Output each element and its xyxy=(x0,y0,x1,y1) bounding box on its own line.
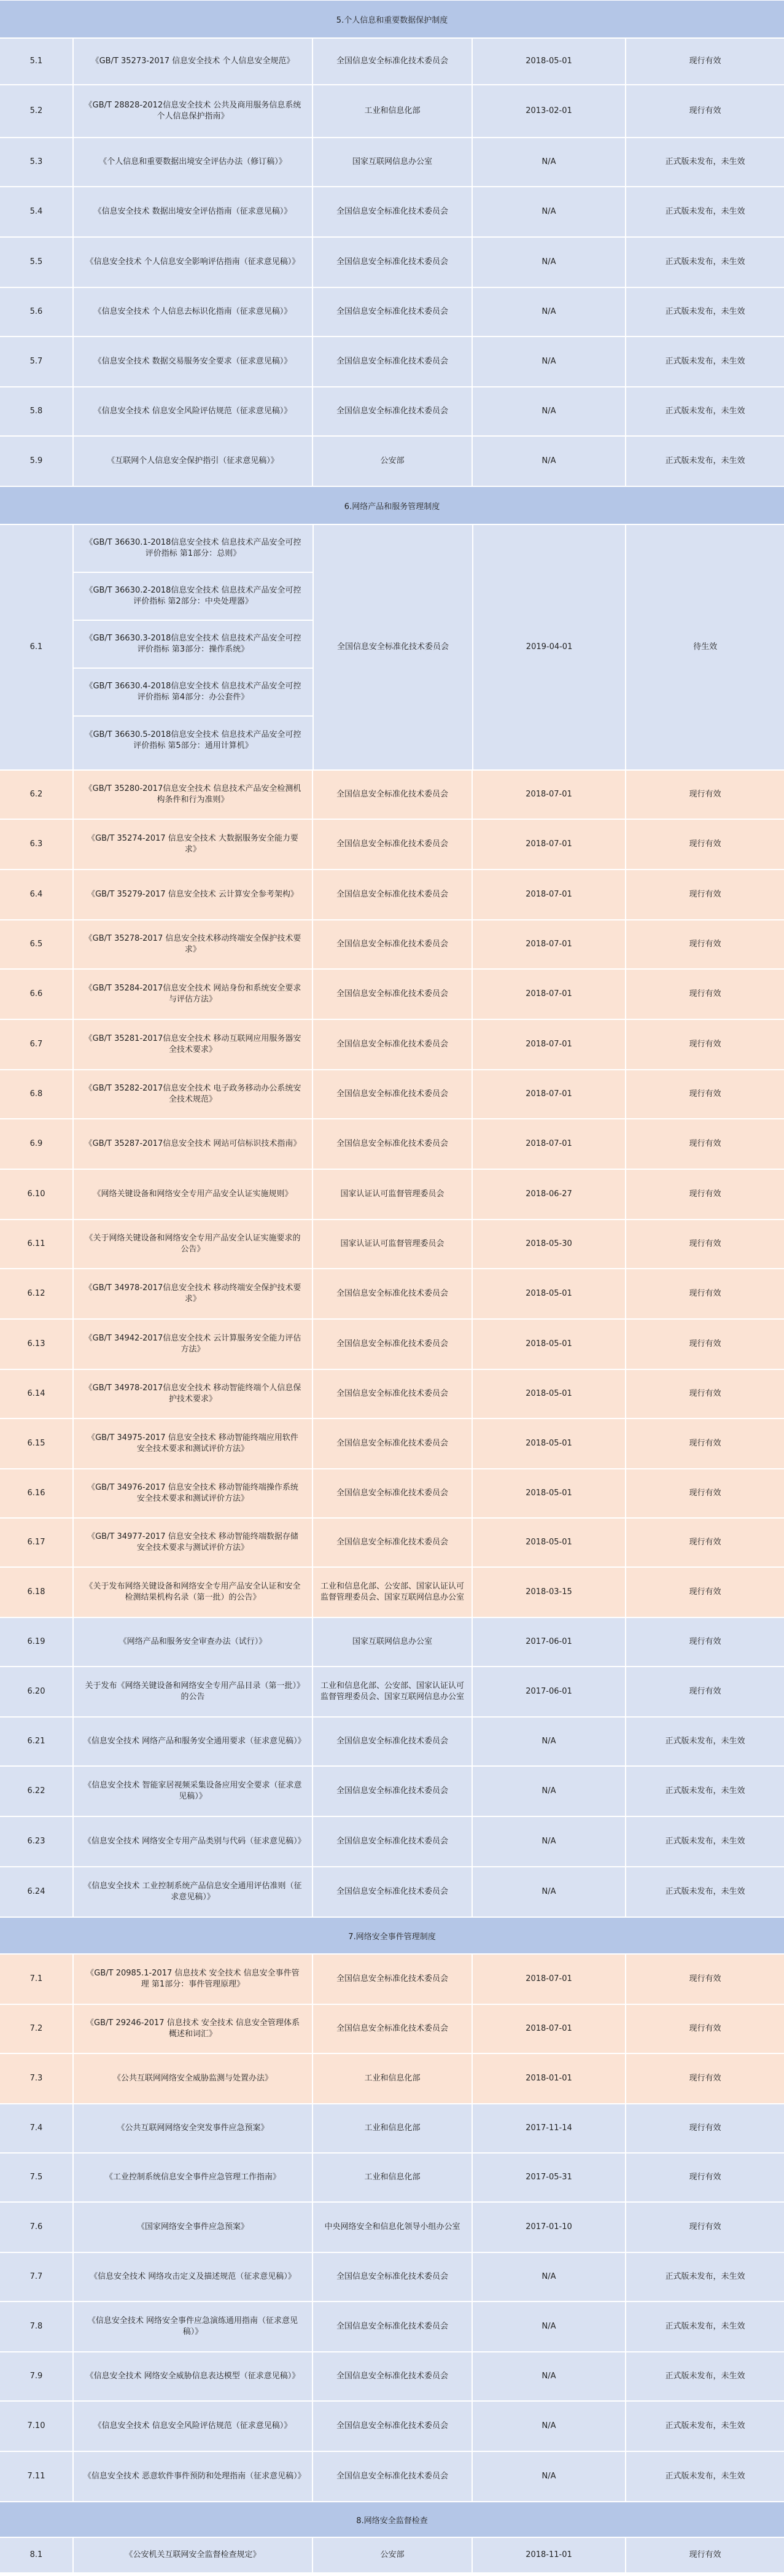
status: 现行有效 xyxy=(689,890,721,899)
issuing-authority: 国家认证认可监督管理委员会 xyxy=(313,1170,473,1219)
table-row xyxy=(0,2253,784,2302)
item-number: 7.11 xyxy=(0,2452,74,2501)
issuing-authority: 全国信息安全标准化技术委员会 xyxy=(314,525,473,769)
status: 现行有效 xyxy=(689,56,721,66)
status: 现行有效 xyxy=(689,1040,721,1049)
issuing-authority: 全国信息安全标准化技术委员会 xyxy=(313,187,473,236)
document-title: 《GB/T 35279-2017 信息安全技术 云计算安全参考架构》 xyxy=(74,870,313,919)
document-title: 《信息安全技术 个人信息安全影响评估指南（征求意见稿）》 xyxy=(74,238,313,287)
effective-date: 2017-05-31 xyxy=(473,2154,626,2201)
table-row xyxy=(0,39,784,85)
issuing-authority: 工业和信息化部、公安部、国家认证认可监督管理委员会、国家互联网信息办公室 xyxy=(313,1568,473,1617)
effective-date: 2018-11-01 xyxy=(473,2538,626,2572)
issuing-authority: 全国信息安全标准化技术委员会 xyxy=(313,2402,473,2451)
issuing-authority: 工业和信息化部、公安部、国家认证认可监督管理委员会、国家互联网信息办公室 xyxy=(313,1667,473,1716)
effective-date: N/A xyxy=(473,187,626,236)
status: 正式版未发布，未生效 xyxy=(665,207,745,216)
issuing-authority: 全国信息安全标准化技术委员会 xyxy=(313,820,473,869)
table-row xyxy=(0,870,784,920)
effective-date: 2017-11-14 xyxy=(473,2104,626,2152)
status: 待生效 xyxy=(693,642,718,652)
effective-date: 2018-07-01 xyxy=(473,820,626,869)
issuing-authority: 全国信息安全标准化技术委员会 xyxy=(313,1519,473,1566)
issuing-authority: 全国信息安全标准化技术委员会 xyxy=(313,1320,473,1369)
document-title: 《GB/T 36630.3-2018信息安全技术 信息技术产品安全可控评价指标 第3部分：操作系统》 xyxy=(74,621,312,669)
item-number: 6.14 xyxy=(0,1370,74,1418)
status: 正式版未发布，未生效 xyxy=(665,357,745,366)
item-number: 6.6 xyxy=(0,970,74,1019)
status: 现行有效 xyxy=(689,1538,721,1547)
effective-date: 2018-05-01 xyxy=(473,39,626,84)
issuing-authority: 全国信息安全标准化技术委员会 xyxy=(313,970,473,1019)
document-title: 《GB/T 34978-2017信息安全技术 移动终端安全保护技术要求》 xyxy=(74,1269,313,1318)
status: 正式版未发布，未生效 xyxy=(665,1887,745,1896)
item-number: 5.3 xyxy=(0,138,74,186)
status: 正式版未发布，未生效 xyxy=(665,2421,745,2430)
status: 正式版未发布，未生效 xyxy=(665,2372,745,2381)
document-title: 《GB/T 36630.4-2018信息安全技术 信息技术产品安全可控评价指标 第4部分：办公套件》 xyxy=(74,669,312,717)
table-row xyxy=(0,1817,784,1867)
status: 现行有效 xyxy=(689,2173,721,2182)
table-row xyxy=(0,387,784,437)
issuing-authority: 全国信息安全标准化技术委员会 xyxy=(313,920,473,968)
status: 现行有效 xyxy=(689,1974,721,1983)
item-number: 6.20 xyxy=(0,1667,74,1716)
table-row xyxy=(0,437,784,487)
status: 现行有效 xyxy=(689,1139,721,1148)
status: 现行有效 xyxy=(689,1687,721,1696)
effective-date: 2018-07-01 xyxy=(473,2005,626,2053)
effective-date: N/A xyxy=(473,238,626,287)
effective-date: 2018-07-01 xyxy=(473,970,626,1019)
document-title: 《GB/T 35278-2017 信息安全技术移动终端安全保护技术要求》 xyxy=(74,920,313,968)
document-title: 《信息安全技术 网络安全专用产品类别与代码（征求意见稿）》 xyxy=(74,1817,313,1866)
effective-date: N/A xyxy=(473,1767,626,1816)
item-number: 7.2 xyxy=(0,2005,74,2053)
section-header: 6.网络产品和服务管理制度 xyxy=(0,487,784,525)
document-title: 《信息安全技术 恶意软件事件预防和处理指南（征求意见稿）》 xyxy=(74,2452,313,2501)
table-row xyxy=(0,238,784,288)
document-title: 《GB/T 36630.2-2018信息安全技术 信息技术产品安全可控评价指标 第2部分：中央处理器》 xyxy=(74,573,312,621)
effective-date: 2013-02-01 xyxy=(473,85,626,137)
issuing-authority: 全国信息安全标准化技术委员会 xyxy=(313,870,473,919)
table-row xyxy=(0,1320,784,1370)
effective-date: 2018-01-01 xyxy=(473,2054,626,2103)
effective-date: N/A xyxy=(473,1817,626,1866)
item-number: 8.1 xyxy=(0,2538,74,2572)
table-row xyxy=(0,2005,784,2054)
document-title: 《信息安全技术 网络产品和服务安全通用要求（征求意见稿）》 xyxy=(74,1718,313,1765)
document-title: 《关于网络关键设备和网络安全专用产品安全认证实施要求的公告》 xyxy=(74,1220,313,1268)
item-number: 5.8 xyxy=(0,387,74,435)
table-row xyxy=(0,2452,784,2502)
status: 现行有效 xyxy=(689,106,721,115)
item-number: 6.12 xyxy=(0,1269,74,1318)
document-title: 《GB/T 36630.1-2018信息安全技术 信息技术产品安全可控评价指标 第1部分：总则》 xyxy=(74,525,312,573)
status: 现行有效 xyxy=(689,1488,721,1498)
effective-date: N/A xyxy=(473,1718,626,1765)
item-number: 6.22 xyxy=(0,1767,74,1816)
effective-date: 2018-05-01 xyxy=(473,1370,626,1418)
status: 现行有效 xyxy=(689,1239,721,1248)
item-number: 5.9 xyxy=(0,437,74,486)
table-row xyxy=(0,2203,784,2253)
document-title: 《信息安全技术 信息安全风险评估规范（征求意见稿）》 xyxy=(74,2402,313,2451)
document-title: 《网络关键设备和网络安全专用产品安全认证实施规则》 xyxy=(74,1170,313,1219)
effective-date: 2017-01-10 xyxy=(473,2203,626,2252)
table-row xyxy=(0,1618,784,1667)
item-number: 6.4 xyxy=(0,870,74,919)
table-row xyxy=(0,970,784,1020)
issuing-authority: 工业和信息化部 xyxy=(313,2154,473,2201)
document-title: 《GB/T 36630.5-2018信息安全技术 信息技术产品安全可控评价指标 第5部分：通用计算机》 xyxy=(85,730,301,750)
document-title: 《信息安全技术 数据出境安全评估指南（征求意见稿）》 xyxy=(74,187,313,236)
issuing-authority: 全国信息安全标准化技术委员会 xyxy=(313,1955,473,2004)
document-title: 《信息安全技术 个人信息去标识化指南（征求意见稿）》 xyxy=(74,288,313,336)
item-number: 6.11 xyxy=(0,1220,74,1268)
table-row xyxy=(0,525,784,771)
status: 正式版未发布，未生效 xyxy=(665,1737,745,1746)
item-number: 5.4 xyxy=(0,187,74,236)
document-title: 《GB/T 34975-2017 信息安全技术 移动智能终端应用软件 安全技术要求和测试评价方法》 xyxy=(74,1419,313,1468)
effective-date: N/A xyxy=(473,437,626,486)
effective-date: 2018-07-01 xyxy=(473,870,626,919)
effective-date: N/A xyxy=(473,2302,626,2351)
effective-date: N/A xyxy=(473,2402,626,2451)
item-number: 7.1 xyxy=(0,1955,74,2004)
table-row xyxy=(0,2104,784,2154)
issuing-authority: 工业和信息化部 xyxy=(313,2054,473,2103)
status: 现行有效 xyxy=(689,1587,721,1597)
document-title: 《公共互联网网络安全威胁监测与处置办法》 xyxy=(74,2054,313,2103)
document-title: 《GB/T 35274-2017 信息安全技术 大数据服务安全能力要求》 xyxy=(74,820,313,869)
issuing-authority: 全国信息安全标准化技术委员会 xyxy=(313,2253,473,2301)
item-number: 5.1 xyxy=(0,39,74,84)
effective-date: N/A xyxy=(473,288,626,336)
status: 现行有效 xyxy=(689,2222,721,2232)
document-title: 《网络产品和服务安全审查办法（试行）》 xyxy=(74,1618,313,1666)
issuing-authority: 全国信息安全标准化技术委员会 xyxy=(313,238,473,287)
issuing-authority: 公安部 xyxy=(313,2538,473,2572)
status: 现行有效 xyxy=(689,1389,721,1398)
item-number: 6.15 xyxy=(0,1419,74,1468)
document-title: 《个人信息和重要数据出境安全评估办法（修订稿）》 xyxy=(74,138,313,186)
effective-date: N/A xyxy=(473,138,626,186)
effective-date: 2018-06-27 xyxy=(473,1170,626,1219)
status: 现行有效 xyxy=(689,1439,721,1448)
item-number: 7.4 xyxy=(0,2104,74,2152)
issuing-authority: 全国信息安全标准化技术委员会 xyxy=(313,39,473,84)
status: 正式版未发布，未生效 xyxy=(665,1786,745,1796)
status: 现行有效 xyxy=(689,1637,721,1646)
item-number: 7.7 xyxy=(0,2253,74,2301)
status: 正式版未发布，未生效 xyxy=(665,2322,745,2331)
item-number: 6.9 xyxy=(0,1119,74,1169)
status: 现行有效 xyxy=(689,1339,721,1348)
effective-date: 2018-05-01 xyxy=(473,1469,626,1517)
item-number: 6.17 xyxy=(0,1519,74,1566)
table-row xyxy=(0,2054,784,2104)
item-number: 6.21 xyxy=(0,1718,74,1765)
document-title: 《公安机关互联网安全监督检查规定》 xyxy=(74,2538,313,2572)
table-row xyxy=(0,820,784,870)
status: 现行有效 xyxy=(689,839,721,849)
document-title: 《GB/T 29246-2017 信息技术 安全技术 信息安全管理体系 概述和词汇》 xyxy=(74,2005,313,2053)
document-title: 《信息安全技术 智能家居视频采集设备应用安全要求（征求意见稿）》 xyxy=(74,1767,313,1816)
document-title: 《GB/T 34976-2017 信息安全技术 移动智能终端操作系统安全技术要求和测试评价方法》 xyxy=(74,1469,313,1517)
table-row xyxy=(0,1020,784,1070)
document-title: 《公共互联网网络安全突发事件应急预案》 xyxy=(74,2104,313,2152)
issuing-authority: 工业和信息化部 xyxy=(313,85,473,137)
table-row xyxy=(0,1767,784,1817)
section-header: 7.网络安全事件管理制度 xyxy=(0,1918,784,1955)
status: 现行有效 xyxy=(689,989,721,998)
status: 正式版未发布，未生效 xyxy=(665,257,745,267)
issuing-authority: 全国信息安全标准化技术委员会 xyxy=(313,1419,473,1468)
item-number: 7.6 xyxy=(0,2203,74,2252)
table-row xyxy=(0,337,784,387)
issuing-authority: 国家互联网信息办公室 xyxy=(313,1618,473,1666)
issuing-authority: 全国信息安全标准化技术委员会 xyxy=(313,1817,473,1866)
effective-date: 2018-05-01 xyxy=(473,1519,626,1566)
effective-date: 2018-03-15 xyxy=(473,1568,626,1617)
item-number: 5.5 xyxy=(0,238,74,287)
document-title: 《国家网络安全事件应急预案》 xyxy=(74,2203,313,2252)
table-row xyxy=(0,1269,784,1320)
document-title: 《工业控制系统信息安全事件应急管理工作指南》 xyxy=(74,2154,313,2201)
item-number: 6.18 xyxy=(0,1568,74,1617)
issuing-authority: 全国信息安全标准化技术委员会 xyxy=(313,2302,473,2351)
effective-date: N/A xyxy=(473,2352,626,2400)
effective-date: 2017-06-01 xyxy=(473,1618,626,1666)
effective-date: 2018-07-01 xyxy=(473,920,626,968)
table-row xyxy=(0,1419,784,1469)
table-row xyxy=(0,2352,784,2402)
item-number: 6.3 xyxy=(0,820,74,869)
section-header: 8.网络安全监督检查 xyxy=(0,2502,784,2538)
item-number: 7.10 xyxy=(0,2402,74,2451)
status: 现行有效 xyxy=(689,2024,721,2033)
effective-date: N/A xyxy=(473,1867,626,1916)
effective-date: N/A xyxy=(473,387,626,435)
document-title: 《GB/T 35273-2017 信息安全技术 个人信息安全规范》 xyxy=(74,39,313,84)
document-title: 《GB/T 35287-2017信息安全技术 网站可信标识技术指南》 xyxy=(74,1119,313,1169)
table-row xyxy=(0,1170,784,1220)
document-title: 关于发布《网络关键设备和网络安全专用产品目录（第一批）》的公告 xyxy=(74,1667,313,1716)
status: 现行有效 xyxy=(689,2123,721,2133)
issuing-authority: 国家认证认可监督管理委员会 xyxy=(313,1220,473,1268)
table-row xyxy=(0,1070,784,1119)
table-row xyxy=(0,85,784,138)
effective-date: N/A xyxy=(473,2452,626,2501)
effective-date: 2018-05-01 xyxy=(473,1269,626,1318)
status: 现行有效 xyxy=(689,1089,721,1099)
effective-date: 2018-05-01 xyxy=(473,1419,626,1468)
table-row xyxy=(0,138,784,187)
item-number: 6.5 xyxy=(0,920,74,968)
document-title: 《GB/T 34942-2017信息安全技术 云计算服务安全能力评估方法》 xyxy=(74,1320,313,1369)
document-title: 《GB/T 28828-2012信息安全技术 公共及商用服务信息系统个人信息保护指南》 xyxy=(74,85,313,137)
status: 现行有效 xyxy=(689,1289,721,1298)
document-title: 《信息安全技术 信息安全风险评估规范（征求意见稿）》 xyxy=(74,387,313,435)
status: 现行有效 xyxy=(689,940,721,949)
item-number: 6.2 xyxy=(0,771,74,819)
status: 正式版未发布，未生效 xyxy=(665,407,745,416)
effective-date: 2017-06-01 xyxy=(473,1667,626,1716)
table-row xyxy=(0,1469,784,1519)
issuing-authority: 全国信息安全标准化技术委员会 xyxy=(313,1119,473,1169)
table-row xyxy=(0,288,784,337)
item-number: 7.9 xyxy=(0,2352,74,2400)
status: 正式版未发布，未生效 xyxy=(665,456,745,465)
status: 正式版未发布，未生效 xyxy=(665,157,745,166)
issuing-authority: 全国信息安全标准化技术委员会 xyxy=(313,1767,473,1816)
document-title: 《GB/T 35281-2017信息安全技术 移动互联网应用服务器安全技术要求》 xyxy=(74,1020,313,1069)
item-number: 7.3 xyxy=(0,2054,74,2103)
document-title: 《信息安全技术 工业控制系统产品信息安全通用评估准则（征求意见稿）》 xyxy=(74,1867,313,1916)
issuing-authority: 全国信息安全标准化技术委员会 xyxy=(313,337,473,386)
item-number: 6.10 xyxy=(0,1170,74,1219)
table-row xyxy=(0,2538,784,2574)
status: 正式版未发布，未生效 xyxy=(665,307,745,316)
table-row xyxy=(0,187,784,238)
document-group xyxy=(74,525,314,769)
table-row xyxy=(0,2154,784,2203)
item-number: 5.7 xyxy=(0,337,74,386)
item-number: 6.19 xyxy=(0,1618,74,1666)
effective-date: 2019-04-01 xyxy=(473,525,627,769)
document-title: 《GB/T 35282-2017信息安全技术 电子政务移动办公系统安全技术规范》 xyxy=(74,1070,313,1118)
issuing-authority: 全国信息安全标准化技术委员会 xyxy=(313,1867,473,1916)
issuing-authority: 全国信息安全标准化技术委员会 xyxy=(313,288,473,336)
item-number: 5.2 xyxy=(0,85,74,137)
table-row xyxy=(0,2402,784,2452)
document-title: 《关于发布网络关键设备和网络安全专用产品安全认证和安全检测结果机构名录（第一批）的公告》 xyxy=(74,1568,313,1617)
status: 正式版未发布，未生效 xyxy=(665,2472,745,2481)
issuing-authority: 全国信息安全标准化技术委员会 xyxy=(313,1020,473,1069)
document-title: 《GB/T 34977-2017 信息安全技术 移动智能终端数据存储安全技术要求与测试评价方法》 xyxy=(74,1519,313,1566)
item-number: 6.13 xyxy=(0,1320,74,1369)
item-number: 6.8 xyxy=(0,1070,74,1118)
status: 现行有效 xyxy=(689,2550,721,2559)
item-number: 7.8 xyxy=(0,2302,74,2351)
item-number: 6.1 xyxy=(0,525,74,769)
issuing-authority: 全国信息安全标准化技术委员会 xyxy=(313,2005,473,2053)
effective-date: 2018-07-01 xyxy=(473,1070,626,1118)
table-row xyxy=(0,1220,784,1269)
issuing-authority: 全国信息安全标准化技术委员会 xyxy=(313,1469,473,1517)
item-number: 6.7 xyxy=(0,1020,74,1069)
issuing-authority: 中央网络安全和信息化领导小组办公室 xyxy=(313,2203,473,2252)
table-row xyxy=(0,771,784,820)
item-number: 6.24 xyxy=(0,1867,74,1916)
issuing-authority: 全国信息安全标准化技术委员会 xyxy=(313,387,473,435)
effective-date: 2018-05-01 xyxy=(473,1320,626,1369)
table-row xyxy=(0,1370,784,1419)
effective-date: 2018-07-01 xyxy=(473,1020,626,1069)
item-number: 6.16 xyxy=(0,1469,74,1517)
issuing-authority: 公安部 xyxy=(313,437,473,486)
table-row xyxy=(0,1667,784,1718)
effective-date: N/A xyxy=(473,337,626,386)
issuing-authority: 全国信息安全标准化技术委员会 xyxy=(313,1070,473,1118)
issuing-authority: 全国信息安全标准化技术委员会 xyxy=(313,1370,473,1418)
table-row xyxy=(0,1867,784,1918)
document-title: 《GB/T 35284-2017信息安全技术 网站身份和系统安全要求与评估方法》 xyxy=(74,970,313,1019)
document-title: 《信息安全技术 网络攻击定义及描述规范（征求意见稿）》 xyxy=(74,2253,313,2301)
document-title: 《信息安全技术 网络安全事件应急演练通用指南（征求意见稿）》 xyxy=(74,2302,313,2351)
table-row xyxy=(0,1519,784,1568)
item-number: 5.6 xyxy=(0,288,74,336)
issuing-authority: 全国信息安全标准化技术委员会 xyxy=(313,1269,473,1318)
effective-date: 2018-05-30 xyxy=(473,1220,626,1268)
issuing-authority: 国家互联网信息办公室 xyxy=(313,138,473,186)
item-number: 6.23 xyxy=(0,1817,74,1866)
effective-date: 2018-07-01 xyxy=(473,771,626,819)
document-title: 《GB/T 34978-2017信息安全技术 移动智能终端个人信息保护技术要求》 xyxy=(74,1370,313,1418)
item-number: 7.5 xyxy=(0,2154,74,2201)
status: 现行有效 xyxy=(689,790,721,799)
issuing-authority: 工业和信息化部 xyxy=(313,2104,473,2152)
document-title: 《信息安全技术 数据交易服务安全要求（征求意见稿）》 xyxy=(74,337,313,386)
effective-date: N/A xyxy=(473,2253,626,2301)
effective-date: 2018-07-01 xyxy=(473,1955,626,2004)
table-row xyxy=(0,1119,784,1170)
table-row xyxy=(0,1955,784,2005)
status: 现行有效 xyxy=(689,2074,721,2083)
status: 现行有效 xyxy=(689,1189,721,1199)
section-header: 5.个人信息和重要数据保护制度 xyxy=(0,1,784,39)
table-row xyxy=(0,1568,784,1618)
document-title: 《GB/T 20985.1-2017 信息技术 安全技术 信息安全事件管理 第1部分：事件管理原理》 xyxy=(74,1955,313,2004)
document-title: 《互联网个人信息安全保护指引（征求意见稿）》 xyxy=(74,437,313,486)
table-row xyxy=(0,920,784,970)
table-row xyxy=(0,2302,784,2352)
issuing-authority: 全国信息安全标准化技术委员会 xyxy=(313,2452,473,2501)
status: 正式版未发布，未生效 xyxy=(665,2272,745,2281)
issuing-authority: 全国信息安全标准化技术委员会 xyxy=(313,1718,473,1765)
table-row xyxy=(0,1718,784,1767)
issuing-authority: 全国信息安全标准化技术委员会 xyxy=(313,2352,473,2400)
effective-date: 2018-07-01 xyxy=(473,1119,626,1169)
document-title: 《GB/T 35280-2017信息安全技术 信息技术产品安全检测机构条件和行为准则》 xyxy=(74,771,313,819)
issuing-authority: 全国信息安全标准化技术委员会 xyxy=(313,771,473,819)
status: 正式版未发布，未生效 xyxy=(665,1837,745,1846)
document-title: 《信息安全技术 网络安全威胁信息表达模型（征求意见稿）》 xyxy=(74,2352,313,2400)
